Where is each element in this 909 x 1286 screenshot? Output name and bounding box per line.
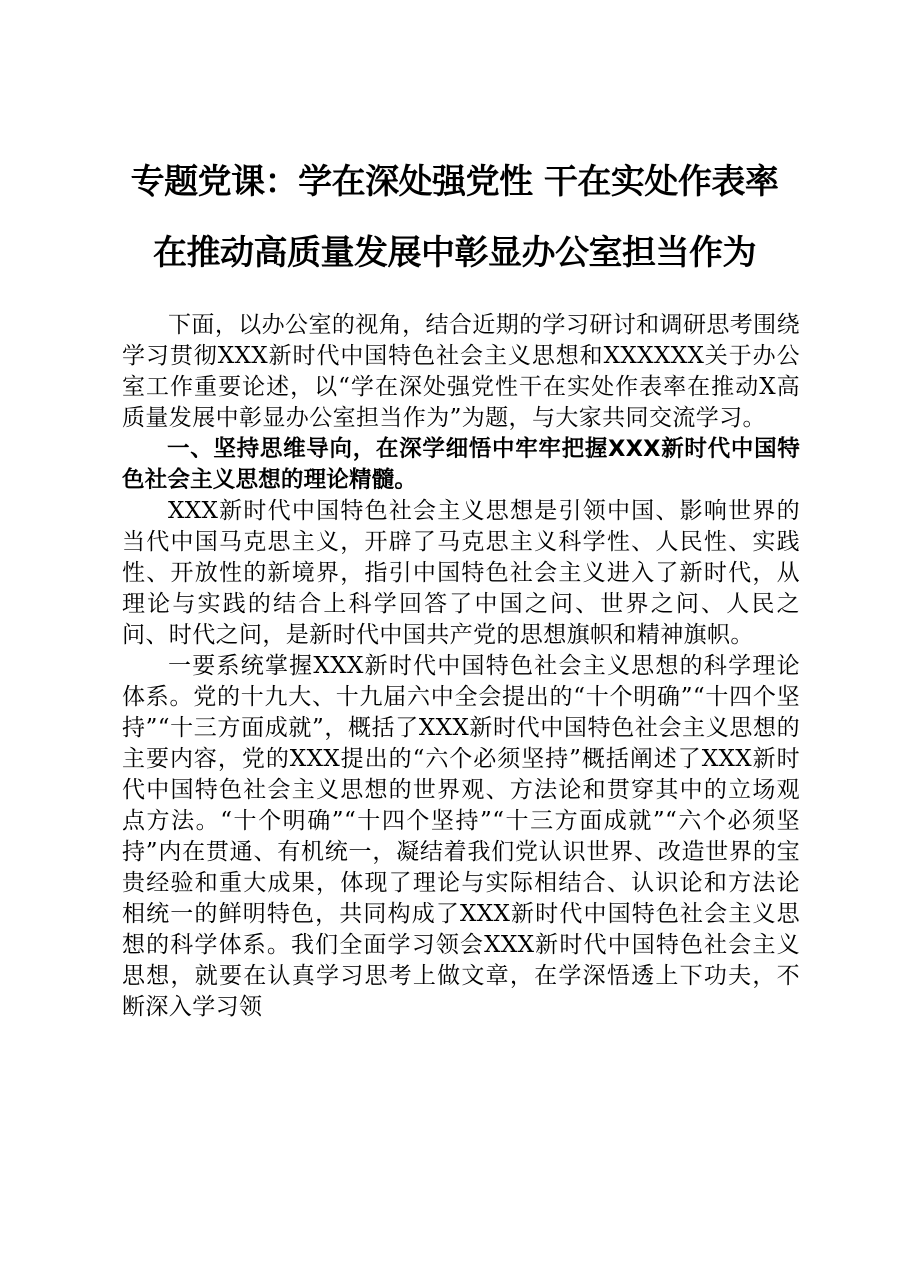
document-title-line-1: 专题党课：学在深处强党性 干在实处作表率 [130,162,779,202]
document-body [122,310,800,1023]
paragraph-thought-overview: XXX新时代中国特色社会主义思想是引领中国、影响世界的当代中国马克思主义，开辟了马克思主义科学性、人民性、实践性、开放性的新境界，指引中国特色社会主义进入了新时代，从理论与实践的结合上科学回答了中国之问、世界之问、人民之问、时代之问，是新时代中国共产党的思想旗帜和精神旗帜。 [122,498,800,648]
section-heading-1: 一、坚持思维导向，在深学细悟中牢牢把握XXX新时代中国特色社会主义思想的理论精髓。 [122,436,800,493]
paragraph-intro: 下面，以办公室的视角，结合近期的学习研讨和调研思考围绕学习贯彻XXX新时代中国特色社会主义思想和XXXXXX关于办公室工作重要论述，以“学在深处强党性干在实处作表率在推动X高质量发展中彰显办公室担当作为”为题，与大家共同交流学习。 [122,312,800,431]
paragraph-system-mastery: 一要系统掌握XXX新时代中国特色社会主义思想的科学理论体系。党的十九大、十九届六中全会提出的“十个明确”“十四个坚持”“十三方面成就”，概括了XXX新时代中国特色社会主义思想的主要内容，党的XXX提出的“六个必须坚持”概括阐述了XXX新时代中国特色社会主义思想的世界观、方法论和贯穿其中的立场观点方法。“十个明确”“十四个坚持”“十三方面成就”“六个必须坚持”内在贯通、有机统一，凝结着我们党认识世界、改造世界的宝贵经验和重大成果，体现了理论与实际相结合、认识论和方法论相统一的鲜明特色，共同构成了XXX新时代中国特色社会主义思想的科学体系。我们全面学习领会XXX新时代中国特色社会主义思想，就要在认真学习思考上做文章，在学深悟透上下功夫，不断深入学习领 [122,653,800,1020]
document-title-line-2: 在推动高质量发展中彰显办公室担当作为 [153,233,756,273]
